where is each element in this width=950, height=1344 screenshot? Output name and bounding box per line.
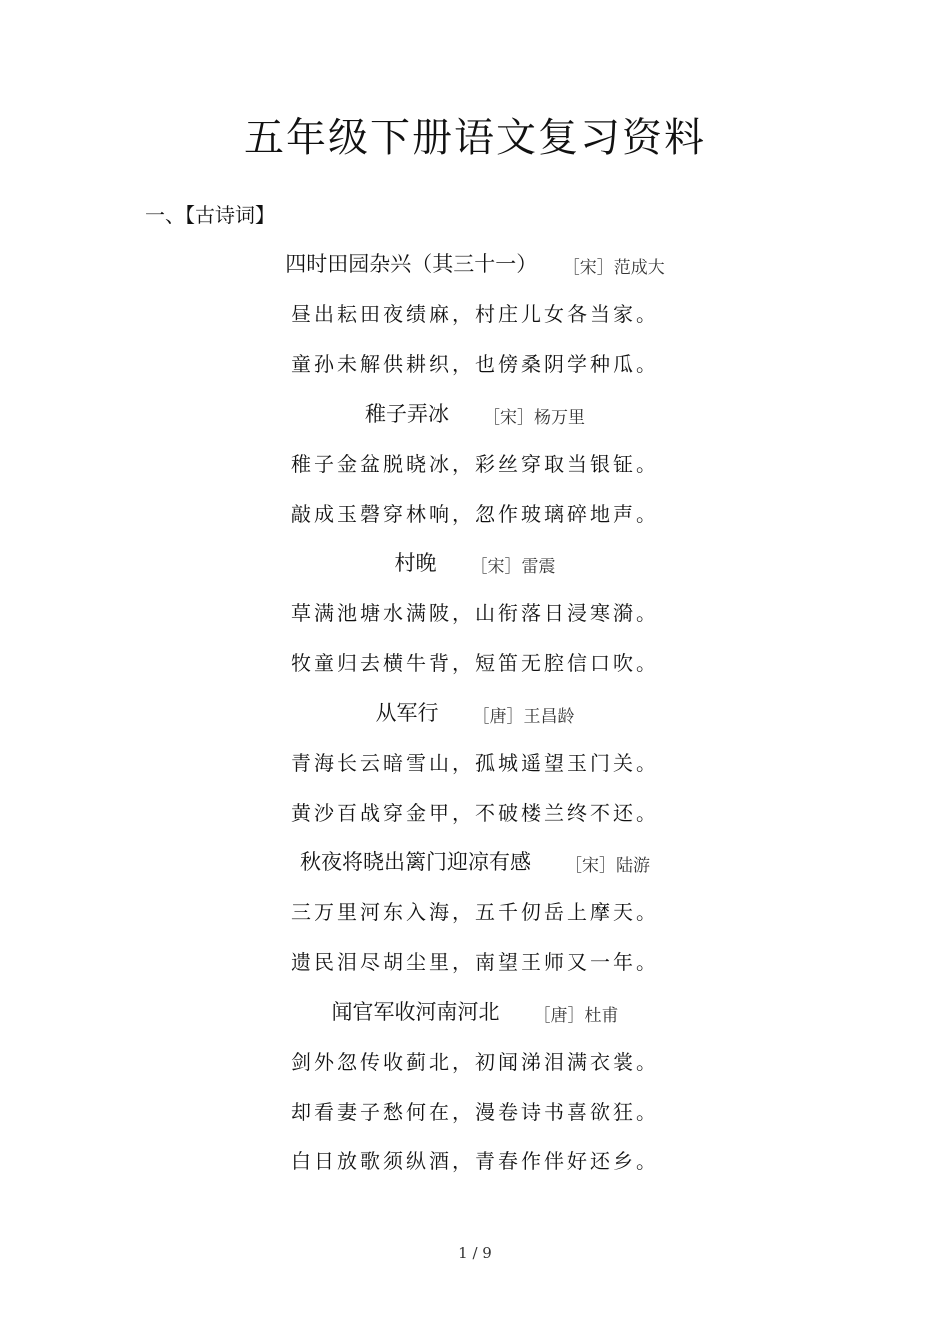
poem-author: ［唐］杜甫 [533,1006,619,1026]
poem-line: 剑外忽传收蓟北，初闻涕泪满衣裳。 [291,1050,659,1074]
poem-title: 从军行 [375,701,439,725]
poem-line: 牧童归去横牛背，短笛无腔信口吹。 [291,651,659,675]
poem-header [0,547,950,577]
poem-line: 白日放歌须纵酒，青春作伴好还乡。 [291,1149,659,1173]
poem-author: ［宋］雷震 [470,557,556,577]
poem-line: 敲成玉磬穿林响，忽作玻璃碎地声。 [291,502,659,526]
poem-title: 稚子弄冰 [365,402,449,426]
poem-header [0,697,950,727]
poem-header [0,248,950,278]
poem-line: 黄沙百战穿金甲，不破楼兰终不还。 [291,801,659,825]
poem-line: 草满池塘水满陂，山衔落日浸寒漪。 [291,601,659,625]
poem-line: 却看妻子愁何在，漫卷诗书喜欲狂。 [291,1100,659,1124]
poem-line: 稚子金盆脱晓冰，彩丝穿取当银钲。 [291,452,659,476]
poem-header [0,398,950,428]
document-title: 五年级下册语文复习资料 [244,115,706,161]
poem-line: 遗民泪尽胡尘里，南望王师又一年。 [291,950,659,974]
poem-header [0,996,950,1026]
poem-author: ［宋］陆游 [565,856,650,876]
poem-author: ［宋］杨万里 [483,408,585,428]
poem-title: 四时田园杂兴（其三十一） [285,252,538,276]
poem-line: 青海长云暗雪山，孤城遥望玉门关。 [291,751,659,775]
page-indicator: 1 / 9 [458,1244,492,1262]
poem-line: 童孙未解供耕织，也傍桑阴学种瓜。 [291,352,659,376]
poem-header [0,846,950,876]
section-heading: 一、【古诗词】 [145,203,275,227]
poem-author: ［唐］王昌龄 [472,707,575,727]
poem-line: 昼出耘田夜绩麻，村庄儿女各当家。 [291,302,659,326]
poem-line: 三万里河东入海，五千仞岳上摩天。 [291,900,659,924]
poem-title: 村晚 [394,551,437,575]
poem-title: 闻官军收河南河北 [331,1000,500,1024]
poem-title: 秋夜将晓出篱门迎凉有感 [300,850,531,874]
poem-author: ［宋］范成大 [571,258,665,278]
